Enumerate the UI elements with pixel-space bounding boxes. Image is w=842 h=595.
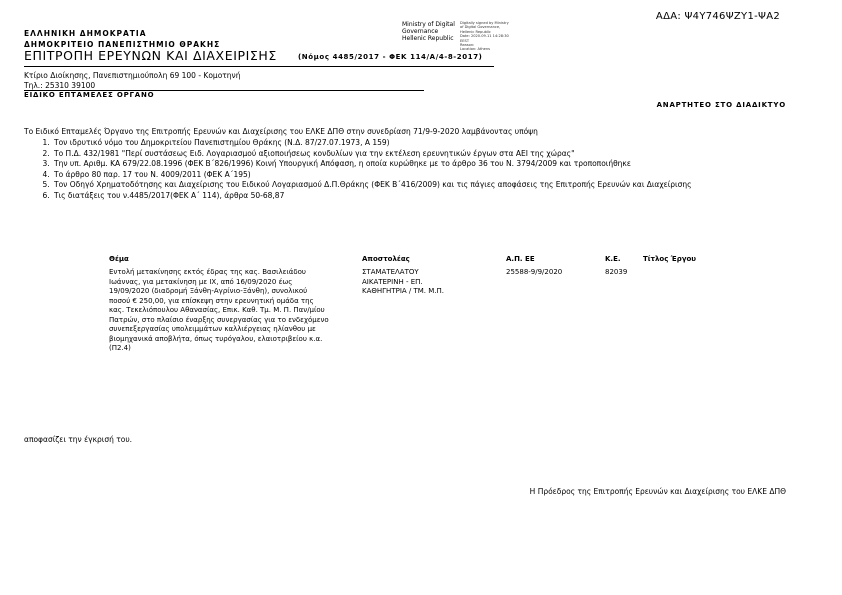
signature-line: Hellenic Republic	[402, 35, 454, 42]
table-cell-protocol: 25588-9/9/2020	[506, 268, 563, 276]
signature-meta-line: Location: Athens	[460, 47, 490, 52]
table-header-protocol: Α.Π. ΕΕ	[506, 255, 535, 263]
table-cell-ke: 82039	[605, 268, 628, 276]
list-item: 4. Το άρθρο 80 παρ. 17 του Ν. 4009/2011 (ΦΕΚ Α΄195)	[52, 170, 802, 181]
signature-meta	[460, 21, 509, 52]
signature-meta-line: EEST	[460, 38, 470, 43]
digital-signature-block	[402, 21, 509, 52]
phone: Τηλ.: 25310 39100	[24, 81, 96, 90]
org-university: ΔΗΜΟΚΡΙΤΕΙΟ ΠΑΝΕΠΙΣΤΗΜΙΟ ΘΡΑΚΗΣ	[24, 40, 221, 49]
table-cell-subject: Εντολή μετακίνησης εκτός έδρας της κας. Βασιλειάδου Ιωάννας, για μετακίνηση με ΙΧ, από 16/09/2020 έως 19/09/2020 (διαδρομή Ξάνθη-Αγρίνιο-Ξάνθη), συνολικού ποσού € 250,00, για επίσκεψη στην ερευνητική ομάδα της κας. Τεκελιόπουλου Αθανασίας, Επικ. Καθ. Τμ. Μ. Π. Παν/μίου Πατρών, στο πλαίσιο έναρξης συνεργασίας για το ενδεχόμενο συνεπεξεργασίας υπολειμμάτων καλλιέργειας ηλίανθου με βιομηχανικά αποβλήτα, όπως τυρόγαλου, ελαιοτριβείου κ.α. (Π2.4)	[109, 268, 329, 352]
header-divider	[24, 66, 494, 67]
table-header-sender: Αποστολέας	[362, 255, 410, 263]
table-cell-sender: ΣΤΑΜΑΤΕΛΑΤΟΥ ΑΙΚΑΤΕΡΙΝΗ - ΕΠ. ΚΑΘΗΓΗΤΡΙΑ / ΤΜ. Μ.Π.	[362, 268, 444, 295]
signature-meta-line: Reason:	[460, 43, 475, 48]
law-reference: (Νόμος 4485/2017 - ΦΕΚ 114/Α/4-8-2017)	[298, 53, 483, 61]
table-header-subject: Θέμα	[109, 255, 129, 263]
signature-line: Governance	[402, 28, 439, 35]
signature-meta-line: Digitally signed by Ministry	[460, 21, 509, 25]
signature-meta-line: Date: 2020.09.11 14:28:30	[460, 34, 509, 39]
intro-text: Το Ειδικό Επταμελές Όργανο της Επιτροπής Ερευνών και Διαχείρισης του ΕΛΚΕ ΔΠΘ στην συνεδρίαση 71/9-9-2020 λαμβάνοντας υπόψη	[24, 127, 538, 136]
ada-code: ΑΔΑ: Ψ4Υ746ΨΖΥ1-ΨΑ2	[655, 11, 780, 22]
signature-meta-line: of Digital Governance,	[460, 25, 501, 30]
signature-line: Ministry of Digital	[402, 21, 455, 28]
signature-meta-line: Hellenic Republic	[460, 29, 491, 34]
decision-text: αποφασίζει την έγκρισή του.	[24, 435, 133, 444]
list-item: 2. Το Π.Δ. 432/1981 "Περί συστάσεως Ειδ. Λογαριασμού αξιοποιήσεως κονδυλίων για την εκτέλεση ερευνητικών έργων στα ΑΕΙ της χώρας"	[52, 149, 802, 160]
page-title: ΕΠΙΤΡΟΠΗ ΕΡΕΥΝΩΝ ΚΑΙ ΔΙΑΧΕΙΡΙΣΗΣ	[24, 48, 277, 63]
posting-note: ΑΝΑΡΤΗΤΕΟ ΣΤΟ ΔΙΑΔΙΚΤΥΟ	[656, 101, 786, 109]
list-item: 6. Τις διατάξεις του ν.4485/2017(ΦΕΚ Α΄ 114), άρθρα 50-68,87	[52, 191, 802, 202]
table-header-project-title: Τίτλος Έργου	[643, 255, 697, 263]
list-item: 5. Τον Οδηγό Χρηματοδότησης και Διαχείρισης του Ειδικού Λογαριασμού Δ.Π.Θράκης (ΦΕΚ Β΄416/2009) και τις πάγιες αποφάσεις της Επιτροπής Ερευνών και Διαχείρισης	[52, 180, 802, 191]
table-header-ke: Κ.Ε.	[605, 255, 621, 263]
list-item: 1. Τον ιδρυτικό νόμο του Δημοκριτείου Πανεπιστημίου Θράκης (Ν.Δ. 87/27.07.1973, Α 159)	[52, 138, 802, 149]
address: Κτίριο Διοίκησης, Πανεπιστημιούπολη 69 100 - Κομοτηνή	[24, 71, 241, 80]
president-signature: Η Πρόεδρος της Επιτροπής Ερευνών και Διαχείρισης του ΕΛΚΕ ΔΠΘ	[529, 487, 786, 496]
list-item: 3. Την υπ. Αριθμ. ΚΑ 679/22.08.1996 (ΦΕΚ Β΄826/1996) Κοινή Υπουργική Απόφαση, η οποία κυρώθηκε με το άρθρο 36 του Ν. 3794/2009 και τροποποιήθηκε	[52, 159, 802, 170]
unit-name: ΕΙΔΙΚΟ ΕΠΤΑΜΕΛΕΣ ΟΡΓΑΝΟ	[24, 91, 155, 99]
org-country: ΕΛΛΗΝΙΚΗ ΔΗΜΟΚΡΑΤΙΑ	[24, 29, 147, 38]
considerations-list	[24, 138, 802, 201]
